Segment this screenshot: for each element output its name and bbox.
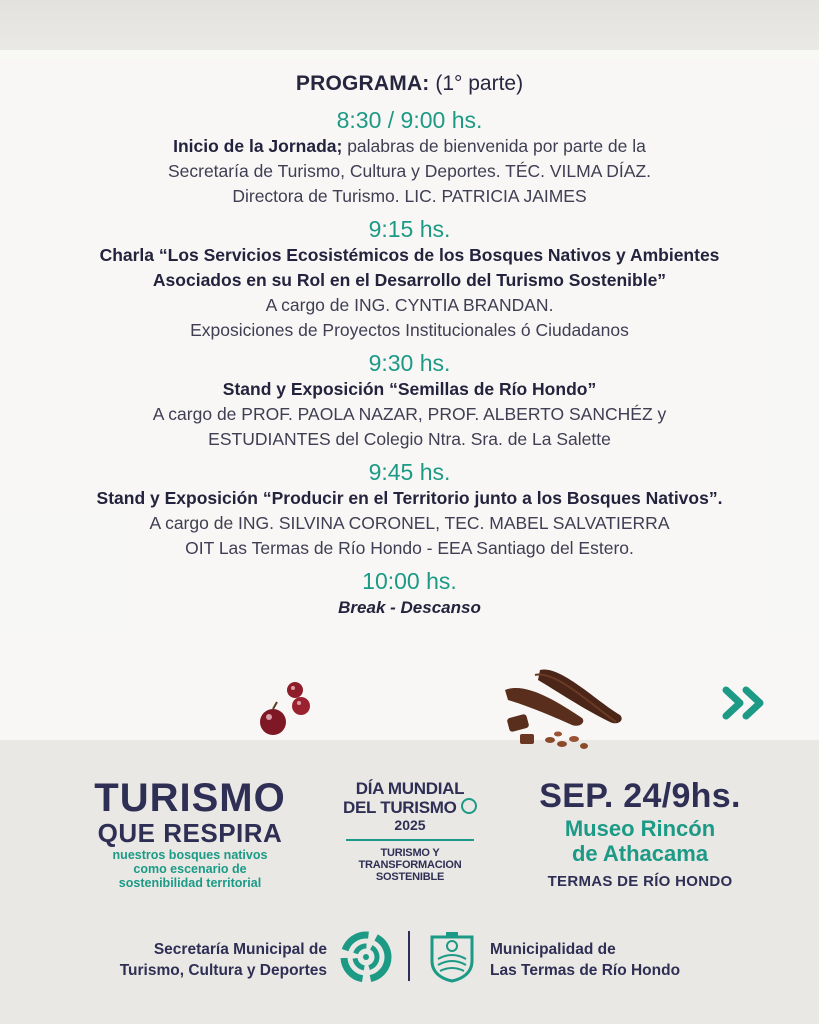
program-title-rest: (1° parte) xyxy=(429,72,524,95)
dmt-line2-wrap xyxy=(335,798,485,817)
secretaria-line1: Secretaría Municipal de xyxy=(153,941,327,958)
event-city: TERMAS DE RÍO HONDO xyxy=(547,873,733,890)
event-info xyxy=(505,776,775,894)
program-title-bold: PROGRAMA: xyxy=(295,72,430,95)
program-line: Exposiciones de Proyectos Institucionales ó Ciudadanos xyxy=(190,320,629,340)
footer-divider xyxy=(408,931,410,981)
time-slot: 9:30 hs. xyxy=(368,350,451,376)
brand-line2: QUE RESPIRA xyxy=(97,818,283,848)
berries-icon xyxy=(255,680,325,740)
brand-sub1: nuestros bosques nativos xyxy=(112,848,268,862)
dmt-sub3: SOSTENIBLE xyxy=(375,871,445,883)
time-slot: 10:00 hs. xyxy=(362,568,457,594)
bottom-section xyxy=(0,740,819,1024)
event-venue-line2: de Athacama xyxy=(571,841,709,866)
municipalidad-name xyxy=(490,939,750,981)
footer-logos xyxy=(0,925,819,1005)
clock-icon xyxy=(461,798,477,814)
program-line: A cargo de ING. CYNTIA BRANDAN. xyxy=(265,295,554,315)
program-line: Inicio de la Jornada; palabras de bienvenida por parte de la xyxy=(173,136,646,156)
dmt-sub2: TRANSFORMACION xyxy=(358,859,462,871)
brand-sub3: sostenibilidad territorial xyxy=(118,876,262,890)
program-line: A cargo de ING. SILVINA CORONEL, TEC. MABEL SALVATIERRA xyxy=(149,513,670,533)
municipalidad-shield-icon xyxy=(428,931,476,983)
dmt-sub1: TURISMO Y xyxy=(380,847,440,859)
program-line: Secretaría de Turismo, Cultura y Deportes. TÉC. VILMA DÍAZ. xyxy=(167,161,652,181)
dia-mundial-turismo-logo xyxy=(335,780,485,883)
program-line: A cargo de PROF. PAOLA NAZAR, PROF. ALBERTO SANCHÉZ y xyxy=(152,404,667,424)
event-date: SEP. 24/9hs. xyxy=(539,777,741,815)
secretaria-name xyxy=(80,939,327,981)
dmt-divider xyxy=(346,839,474,841)
municipalidad-line2: Las Termas de Río Hondo xyxy=(490,962,681,979)
program-line: OIT Las Termas de Río Hondo - EEA Santiago del Estero. xyxy=(185,538,634,558)
dmt-line1: DÍA MUNDIAL xyxy=(355,779,465,798)
program-section xyxy=(0,72,819,620)
time-slot: 8:30 / 9:00 hs. xyxy=(336,107,483,133)
secretaria-logo-icon xyxy=(338,929,394,985)
break-label: Break - Descanso xyxy=(338,598,481,617)
program-title xyxy=(0,72,819,96)
dmt-year: 2025 xyxy=(394,817,426,833)
brand-line1: TURISMO xyxy=(94,776,286,820)
time-slot: 9:45 hs. xyxy=(368,459,451,485)
program-line: ESTUDIANTES del Colegio Ntra. Sra. de La Salette xyxy=(208,429,611,449)
event-venue-line1: Museo Rincón xyxy=(564,816,716,841)
dmt-line2: DEL TURISMO xyxy=(343,798,457,817)
program-line: Stand y Exposición “Producir en el Territorio junto a los Bosques Nativos”. xyxy=(96,488,723,508)
program-line: Directora de Turismo. LIC. PATRICIA JAIMES xyxy=(232,186,587,206)
municipalidad-line1: Municipalidad de xyxy=(490,941,616,958)
double-chevron-right-icon[interactable] xyxy=(722,686,770,720)
secretaria-line2: Turismo, Cultura y Deportes xyxy=(119,962,327,979)
program-line: Stand y Exposición “Semillas de Río Hondo” xyxy=(222,379,597,399)
program-line: Asociados en su Rol en el Desarrollo del Turismo Sostenible” xyxy=(152,270,667,290)
brand-sub2: como escenario de xyxy=(133,862,247,876)
program-line: Charla “Los Servicios Ecosistémicos de los Bosques Nativos y Ambientes xyxy=(99,245,720,265)
turismo-que-respira-logo xyxy=(60,778,320,890)
time-slot: 9:15 hs. xyxy=(368,216,451,242)
